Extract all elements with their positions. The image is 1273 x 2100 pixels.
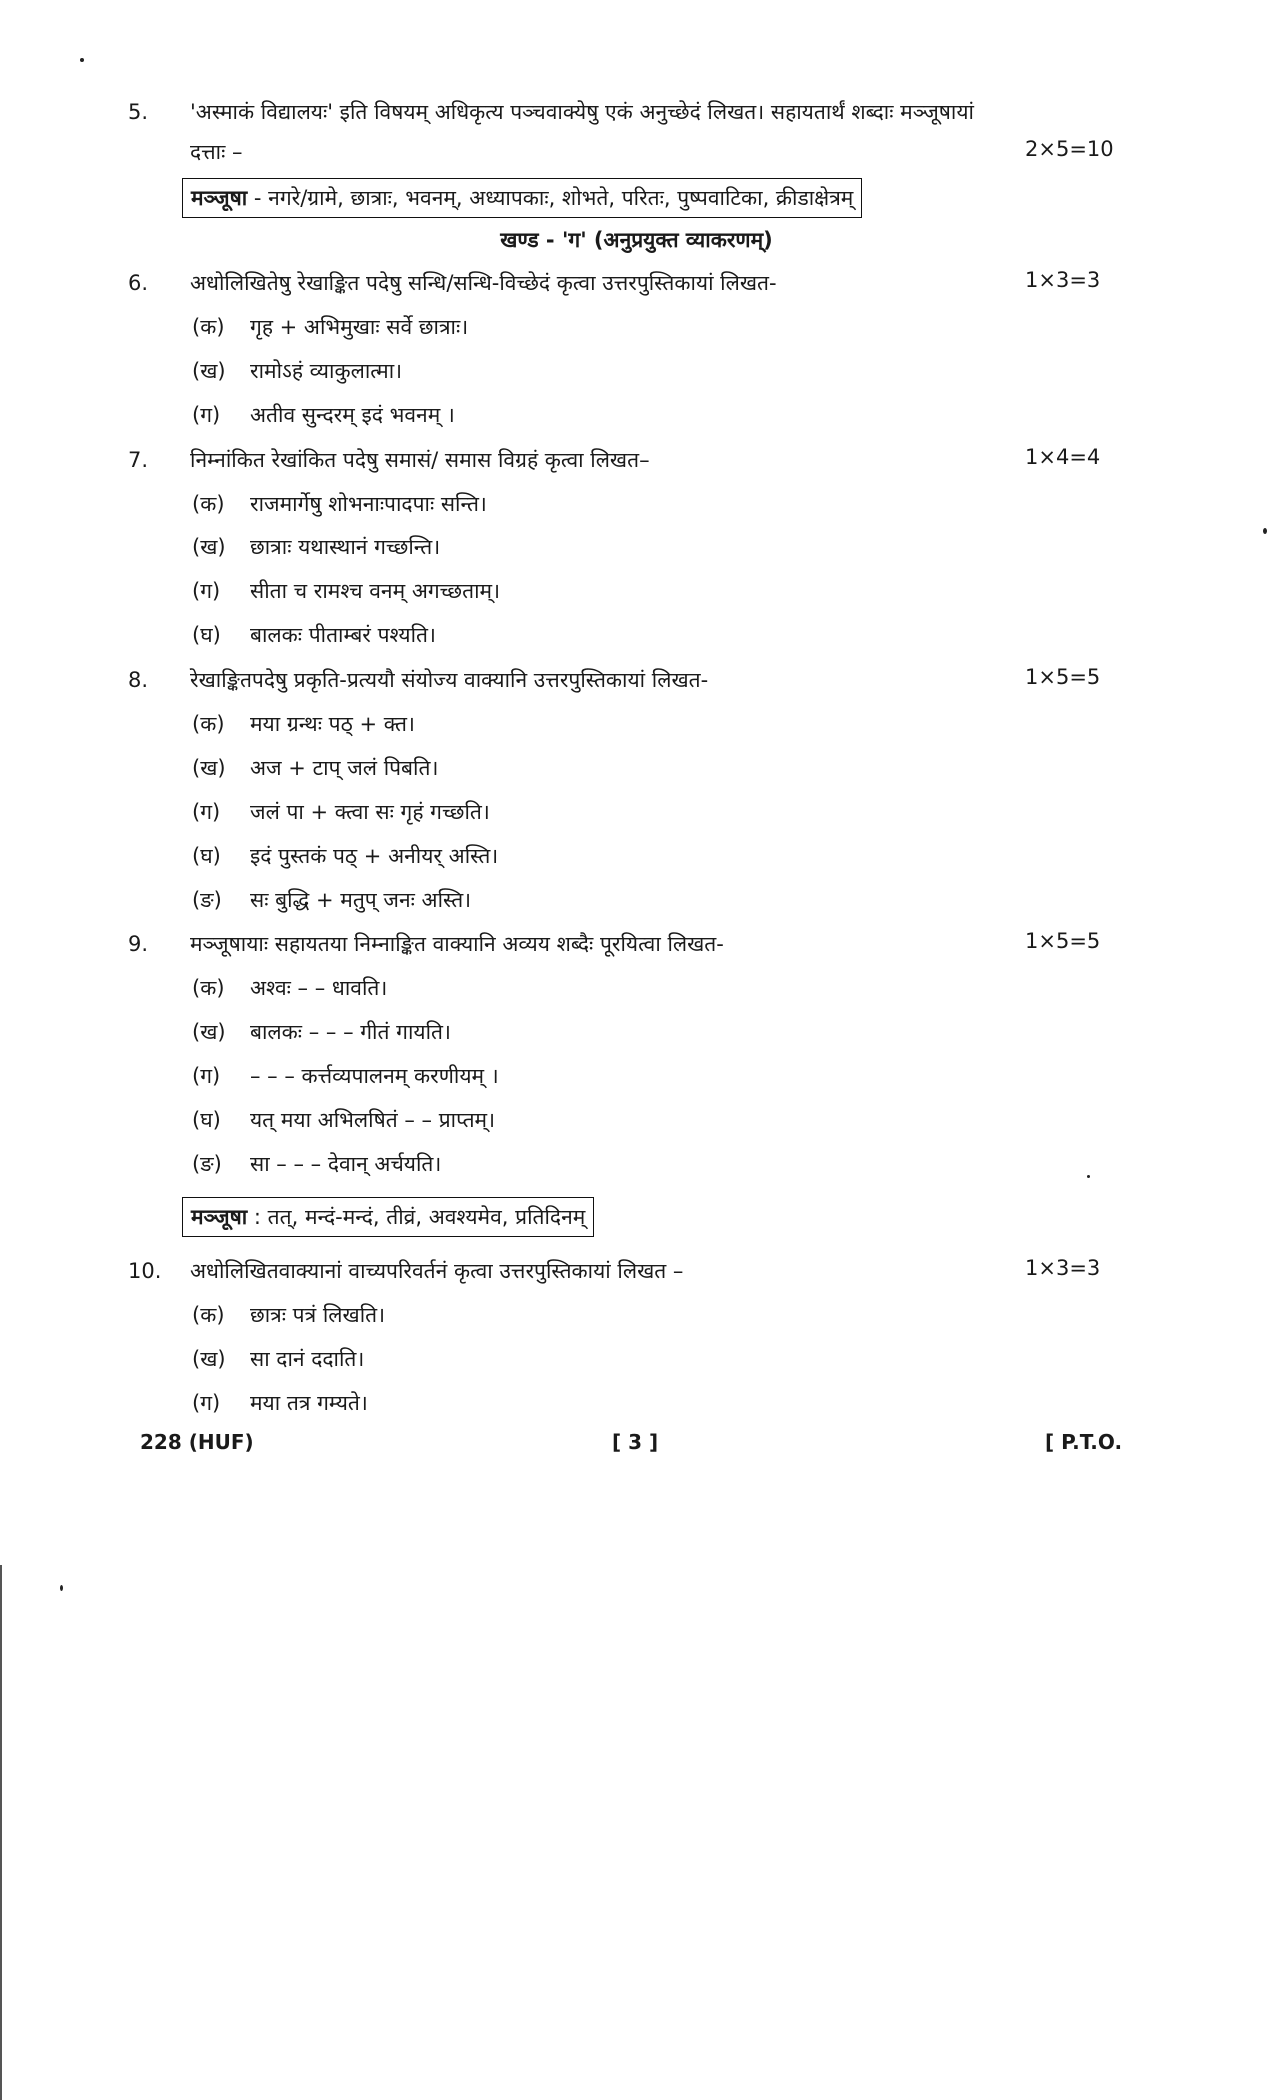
sub-item: [192, 489, 487, 519]
sub-item-text: बालकः पीताम्बरं पश्यति।: [250, 623, 436, 647]
scan-speck: [1087, 1175, 1090, 1178]
sub-item: [192, 356, 402, 386]
sub-item: [192, 973, 387, 1003]
sub-item-label: (ङ): [192, 1152, 222, 1176]
sub-item-label: (ख): [192, 359, 226, 383]
question-number: 5.: [128, 100, 149, 124]
word-box: [182, 178, 862, 218]
sub-item-text: बालकः – – – गीतं गायति।: [250, 1020, 451, 1044]
question-number: 7.: [128, 448, 149, 472]
scan-speck: [1263, 528, 1267, 534]
sub-item: [192, 797, 490, 827]
section-heading: खण्ड - 'ग' (अनुप्रयुक्त व्याकरणम्): [500, 228, 773, 252]
sub-item-text: इदं पुस्तकं पठ् + अनीयर् अस्ति।: [250, 844, 499, 868]
sub-item: [192, 1105, 495, 1135]
question-text: रेखाङ्कितपदेषु प्रकृति-प्रत्ययौ संयोज्य वाक्यानि उत्तरपुस्तिकायां लिखत-: [190, 668, 709, 692]
sub-item: [192, 532, 440, 562]
word-box-label: मञ्जूषा: [191, 186, 248, 210]
sub-item-text: मया तत्र गम्यते।: [250, 1391, 368, 1415]
sub-item: [192, 841, 498, 871]
sub-item: [192, 312, 468, 342]
question-text-continued: दत्ताः –: [190, 140, 243, 164]
sub-item-label: (घ): [192, 1108, 221, 1132]
sub-item-text: अतीव सुन्दरम् इदं भवनम् ।: [250, 403, 455, 427]
sub-item-text: सा – – – देवान् अर्चयति।: [250, 1152, 442, 1176]
sub-item-text: राजमार्गेषु शोभनाःपादपाः सन्ति।: [250, 492, 487, 516]
question-marks: 2×5=10: [1025, 137, 1114, 161]
question-number: 9.: [128, 932, 149, 956]
question-marks: 1×5=5: [1025, 665, 1101, 689]
sub-item-text: – – – कर्त्तव्यपालनम् करणीयम् ।: [250, 1064, 499, 1088]
question-number: 10.: [128, 1259, 162, 1283]
sub-item: [192, 1061, 499, 1091]
sub-item: [192, 400, 455, 430]
sub-item-label: (क): [192, 976, 225, 1000]
scan-speck: [60, 1585, 63, 1591]
sub-item-label: (ख): [192, 1020, 226, 1044]
scan-speck: [80, 58, 84, 62]
word-box-words: : तत्, मन्दं-मन्दं, तीव्रं, अवश्यमेव, प्रतिदिनम्: [253, 1205, 586, 1229]
sub-item-text: छात्रः पत्रं लिखति।: [250, 1303, 386, 1327]
sub-item-label: (ग): [192, 579, 221, 603]
question-number: 6.: [128, 271, 149, 295]
sub-item: [192, 620, 436, 650]
sub-item-label: (क): [192, 492, 225, 516]
sub-item-text: सीता च रामश्च वनम् अगच्छताम्।: [250, 579, 501, 603]
sub-item: [192, 1149, 441, 1179]
scan-edge: [0, 1565, 2, 2100]
paper-code: 228 (HUF): [140, 1430, 254, 1454]
question-text: 'अस्माकं विद्यालयः' इति विषयम् अधिकृत्य पञ्चवाक्येषु एकं अनुच्छेदं लिखत। सहायतार्थं शब्दाः मञ्जूषायां: [190, 100, 974, 124]
question-marks: 1×3=3: [1025, 268, 1101, 292]
sub-item-text: सा दानं ददाति।: [250, 1347, 365, 1371]
question-marks: 1×5=5: [1025, 929, 1101, 953]
sub-item-text: रामोऽहं व्याकुलात्मा।: [250, 359, 403, 383]
sub-item-text: छात्राः यथास्थानं गच्छन्ति।: [250, 535, 441, 559]
sub-item-label: (ख): [192, 535, 226, 559]
word-box-words: - नगरे/ग्रामे, छात्राः, भवनम्, अध्यापकाः, शोभते, परितः, पुष्पवाटिका, क्रीडाक्षेत्रम्: [253, 186, 854, 210]
sub-item: [192, 885, 471, 915]
sub-item-label: (घ): [192, 844, 221, 868]
sub-item-text: गृह + अभिमुखाः सर्वे छात्राः।: [250, 315, 469, 339]
sub-item: [192, 1300, 385, 1330]
sub-item: [192, 1017, 451, 1047]
sub-item-label: (ङ): [192, 888, 222, 912]
sub-item-text: जलं पा + क्त्वा सः गृहं गच्छति।: [250, 800, 490, 824]
sub-item-text: अश्वः – – धावति।: [250, 976, 388, 1000]
sub-item-text: मया ग्रन्थः पठ् + क्त।: [250, 712, 415, 736]
question-text: अधोलिखितेषु रेखाङ्कित पदेषु सन्धि/सन्धि-विच्छेदं कृत्वा उत्तरपुस्तिकायां लिखत-: [190, 271, 777, 295]
sub-item: [192, 576, 500, 606]
question-number: 8.: [128, 668, 149, 692]
word-box-label: मञ्जूषा: [191, 1205, 248, 1229]
sub-item: [192, 753, 438, 783]
sub-item-label: (क): [192, 315, 225, 339]
word-box: [182, 1197, 594, 1237]
sub-item-label: (ख): [192, 1347, 226, 1371]
sub-item-label: (ग): [192, 403, 221, 427]
sub-item-label: (घ): [192, 623, 221, 647]
sub-item-label: (ख): [192, 756, 226, 780]
sub-item: [192, 709, 415, 739]
sub-item-text: यत् मया अभिलषितं – – प्राप्तम्।: [250, 1108, 496, 1132]
sub-item-label: (क): [192, 1303, 225, 1327]
sub-item: [192, 1344, 364, 1374]
question-text: निम्नांकित रेखांकित पदेषु समासं/ समास विग्रहं कृत्वा लिखत–: [190, 448, 650, 472]
sub-item-text: अज + टाप् जलं पिबति।: [250, 756, 439, 780]
question-marks: 1×4=4: [1025, 445, 1101, 469]
pto-note: [ P.T.O.: [1045, 1430, 1123, 1454]
sub-item-text: सः बुद्धि + मतुप् जनः अस्ति।: [250, 888, 472, 912]
sub-item: [192, 1388, 368, 1418]
question-marks: 1×3=3: [1025, 1256, 1101, 1280]
question-text: मञ्जूषायाः सहायतया निम्नाङ्कित वाक्यानि अव्यय शब्दैः पूरयित्वा लिखत-: [190, 932, 724, 956]
sub-item-label: (ग): [192, 1064, 221, 1088]
sub-item-label: (ग): [192, 1391, 221, 1415]
question-text: अधोलिखितवाक्यानां वाच्यपरिवर्तनं कृत्वा उत्तरपुस्तिकायां लिखत –: [190, 1259, 684, 1283]
sub-item-label: (क): [192, 712, 225, 736]
sub-item-label: (ग): [192, 800, 221, 824]
page-number: [ 3 ]: [612, 1430, 659, 1454]
